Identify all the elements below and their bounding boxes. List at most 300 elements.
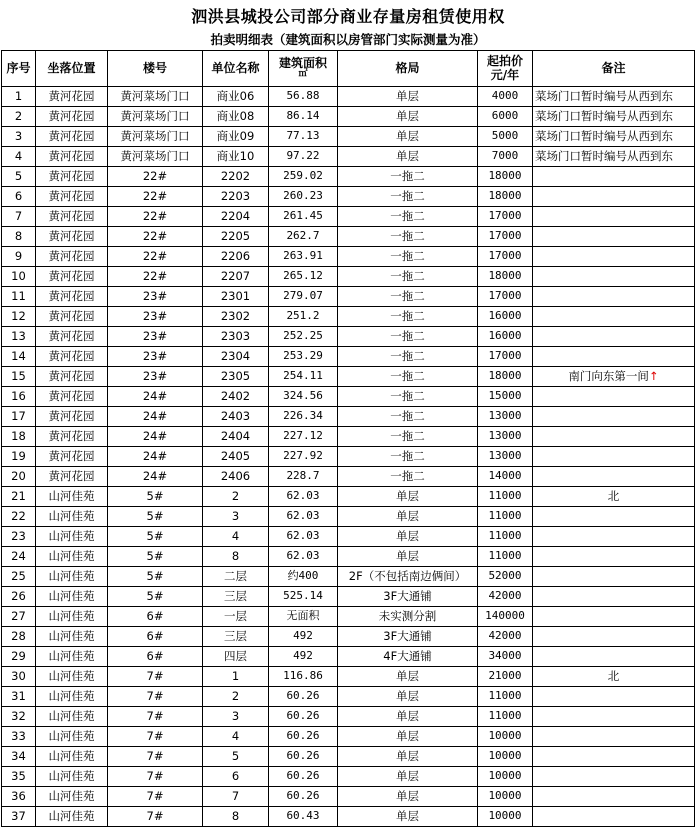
- cell-layout: 单层: [338, 147, 478, 167]
- cell-layout: 一拖二: [338, 227, 478, 247]
- cell-layout: 一拖二: [338, 187, 478, 207]
- cell-location: 黄河花园: [36, 207, 108, 227]
- cell-area: 97.22: [269, 147, 338, 167]
- cell-seq: 16: [2, 387, 36, 407]
- cell-location: 黄河花园: [36, 187, 108, 207]
- cell-note: 菜场门口暂时编号从西到东: [533, 127, 695, 147]
- cell-area: 279.07: [269, 287, 338, 307]
- cell-building: 22#: [108, 267, 203, 287]
- cell-seq: 9: [2, 247, 36, 267]
- cell-building: 7#: [108, 767, 203, 787]
- table-row: [2, 127, 695, 147]
- cell-location: 黄河花园: [36, 147, 108, 167]
- cell-location: 黄河花园: [36, 227, 108, 247]
- cell-layout: 单层: [338, 787, 478, 807]
- table-row: [2, 247, 695, 267]
- cell-layout: 一拖二: [338, 387, 478, 407]
- cell-unit: 8: [203, 547, 269, 567]
- cell-building: 22#: [108, 167, 203, 187]
- cell-unit: 2406: [203, 467, 269, 487]
- cell-building: 24#: [108, 427, 203, 447]
- cell-area: 254.11: [269, 367, 338, 387]
- cell-building: 黄河菜场门口: [108, 87, 203, 107]
- cell-area: 60.26: [269, 767, 338, 787]
- cell-area: 259.02: [269, 167, 338, 187]
- cell-price: 10000: [478, 767, 533, 787]
- cell-building: 22#: [108, 207, 203, 227]
- cell-area: 227.92: [269, 447, 338, 467]
- cell-seq: 23: [2, 527, 36, 547]
- cell-price: 34000: [478, 647, 533, 667]
- cell-note: [533, 747, 695, 767]
- cell-price: 42000: [478, 587, 533, 607]
- table-row: [2, 227, 695, 247]
- cell-price: 5000: [478, 127, 533, 147]
- cell-note: [533, 807, 695, 827]
- cell-note: 北: [533, 487, 695, 507]
- header-location: 坐落位置: [36, 51, 108, 87]
- cell-area: 56.88: [269, 87, 338, 107]
- cell-building: 5#: [108, 587, 203, 607]
- cell-area: 492: [269, 647, 338, 667]
- cell-layout: 单层: [338, 687, 478, 707]
- cell-building: 黄河菜场门口: [108, 107, 203, 127]
- cell-price: 21000: [478, 667, 533, 687]
- cell-unit: 2202: [203, 167, 269, 187]
- cell-price: 17000: [478, 347, 533, 367]
- cell-unit: 2404: [203, 427, 269, 447]
- table-row: [2, 167, 695, 187]
- cell-seq: 31: [2, 687, 36, 707]
- cell-note: [533, 287, 695, 307]
- cell-note: [533, 187, 695, 207]
- cell-price: 42000: [478, 627, 533, 647]
- cell-unit: 二层: [203, 567, 269, 587]
- cell-unit: 1: [203, 667, 269, 687]
- cell-building: 5#: [108, 567, 203, 587]
- cell-price: 17000: [478, 247, 533, 267]
- cell-unit: 2303: [203, 327, 269, 347]
- cell-price: 18000: [478, 267, 533, 287]
- header-seq: 序号: [2, 51, 36, 87]
- cell-seq: 13: [2, 327, 36, 347]
- up-arrow-icon: ↑: [648, 369, 659, 384]
- cell-layout: 一拖二: [338, 207, 478, 227]
- cell-note: [533, 567, 695, 587]
- cell-note: [533, 507, 695, 527]
- cell-area: 263.91: [269, 247, 338, 267]
- cell-area: 227.12: [269, 427, 338, 447]
- cell-layout: 一拖二: [338, 167, 478, 187]
- cell-price: 16000: [478, 307, 533, 327]
- cell-note: [533, 687, 695, 707]
- cell-seq: 5: [2, 167, 36, 187]
- cell-note: [533, 207, 695, 227]
- cell-note: [533, 367, 695, 387]
- cell-layout: 一拖二: [338, 307, 478, 327]
- cell-note: 北: [533, 667, 695, 687]
- cell-unit: 7: [203, 787, 269, 807]
- cell-note: [533, 427, 695, 447]
- cell-note: [533, 327, 695, 347]
- cell-unit: 4: [203, 727, 269, 747]
- cell-area: 62.03: [269, 507, 338, 527]
- cell-building: 24#: [108, 407, 203, 427]
- table-row: [2, 727, 695, 747]
- cell-location: 山河佳苑: [36, 707, 108, 727]
- cell-seq: 33: [2, 727, 36, 747]
- cell-note: [533, 387, 695, 407]
- cell-price: 18000: [478, 367, 533, 387]
- table-row: [2, 447, 695, 467]
- cell-location: 山河佳苑: [36, 727, 108, 747]
- cell-location: 山河佳苑: [36, 807, 108, 827]
- cell-layout: 单层: [338, 107, 478, 127]
- cell-seq: 36: [2, 787, 36, 807]
- table-row: [2, 807, 695, 827]
- cell-building: 5#: [108, 487, 203, 507]
- cell-note: 菜场门口暂时编号从西到东: [533, 147, 695, 167]
- cell-location: 山河佳苑: [36, 487, 108, 507]
- table-row: [2, 587, 695, 607]
- cell-building: 7#: [108, 687, 203, 707]
- table-row: [2, 607, 695, 627]
- cell-unit: 2403: [203, 407, 269, 427]
- cell-seq: 21: [2, 487, 36, 507]
- cell-location: 山河佳苑: [36, 527, 108, 547]
- cell-building: 23#: [108, 287, 203, 307]
- cell-building: 23#: [108, 307, 203, 327]
- cell-building: 23#: [108, 347, 203, 367]
- table-row: [2, 527, 695, 547]
- cell-area: 265.12: [269, 267, 338, 287]
- cell-building: 7#: [108, 707, 203, 727]
- cell-unit: 四层: [203, 647, 269, 667]
- cell-building: 24#: [108, 447, 203, 467]
- cell-price: 7000: [478, 147, 533, 167]
- cell-area: 60.26: [269, 707, 338, 727]
- cell-building: 黄河菜场门口: [108, 127, 203, 147]
- cell-location: 黄河花园: [36, 107, 108, 127]
- cell-layout: 单层: [338, 667, 478, 687]
- cell-location: 黄河花园: [36, 167, 108, 187]
- cell-building: 24#: [108, 467, 203, 487]
- table-row: [2, 647, 695, 667]
- cell-building: 5#: [108, 547, 203, 567]
- cell-location: 黄河花园: [36, 387, 108, 407]
- cell-note: [533, 627, 695, 647]
- cell-location: 山河佳苑: [36, 787, 108, 807]
- cell-unit: 商业09: [203, 127, 269, 147]
- cell-price: 18000: [478, 167, 533, 187]
- cell-price: 11000: [478, 487, 533, 507]
- cell-price: 11000: [478, 507, 533, 527]
- cell-building: 7#: [108, 787, 203, 807]
- page-title: 泗洪县城投公司部分商业存量房租赁使用权: [191, 7, 505, 26]
- cell-layout: 单层: [338, 87, 478, 107]
- cell-note: [533, 787, 695, 807]
- cell-unit: 2: [203, 687, 269, 707]
- cell-building: 24#: [108, 387, 203, 407]
- cell-seq: 32: [2, 707, 36, 727]
- cell-price: 13000: [478, 447, 533, 467]
- note-text: 南门向东第一间: [568, 369, 649, 384]
- table-row: [2, 427, 695, 447]
- cell-seq: 30: [2, 667, 36, 687]
- cell-area: 86.14: [269, 107, 338, 127]
- cell-unit: 2301: [203, 287, 269, 307]
- table-row: [2, 107, 695, 127]
- cell-unit: 5: [203, 747, 269, 767]
- cell-note: [533, 647, 695, 667]
- table-row: [2, 287, 695, 307]
- table-row: [2, 507, 695, 527]
- cell-area: 无面积: [269, 607, 338, 627]
- cell-unit: 三层: [203, 627, 269, 647]
- cell-note: [533, 167, 695, 187]
- cell-note: 菜场门口暂时编号从西到东: [533, 87, 695, 107]
- cell-note: [533, 347, 695, 367]
- cell-seq: 26: [2, 587, 36, 607]
- cell-building: 黄河菜场门口: [108, 147, 203, 167]
- cell-seq: 25: [2, 567, 36, 587]
- table-row: [2, 307, 695, 327]
- cell-area: 261.45: [269, 207, 338, 227]
- table-row: [2, 487, 695, 507]
- header-area: [269, 51, 338, 87]
- cell-area: 60.26: [269, 747, 338, 767]
- cell-price: 13000: [478, 407, 533, 427]
- header-area-unit: ㎡: [298, 69, 308, 80]
- cell-layout: 一拖二: [338, 287, 478, 307]
- cell-note: [533, 527, 695, 547]
- cell-location: 山河佳苑: [36, 667, 108, 687]
- cell-location: 山河佳苑: [36, 687, 108, 707]
- cell-location: 黄河花园: [36, 467, 108, 487]
- cell-layout: 未实测分割: [338, 607, 478, 627]
- cell-price: 17000: [478, 287, 533, 307]
- cell-unit: 2207: [203, 267, 269, 287]
- cell-area: 60.26: [269, 727, 338, 747]
- cell-building: 5#: [108, 527, 203, 547]
- table-row: [2, 787, 695, 807]
- cell-layout: 单层: [338, 547, 478, 567]
- cell-area: 252.25: [269, 327, 338, 347]
- cell-building: 6#: [108, 627, 203, 647]
- cell-price: 11000: [478, 707, 533, 727]
- cell-location: 黄河花园: [36, 327, 108, 347]
- cell-price: 10000: [478, 787, 533, 807]
- cell-area: 251.2: [269, 307, 338, 327]
- table-header-row: [2, 51, 695, 87]
- cell-layout: 一拖二: [338, 367, 478, 387]
- cell-area: 约400: [269, 567, 338, 587]
- cell-seq: 1: [2, 87, 36, 107]
- table-row: [2, 667, 695, 687]
- cell-price: 10000: [478, 747, 533, 767]
- cell-layout: 4F大通铺: [338, 647, 478, 667]
- cell-area: 77.13: [269, 127, 338, 147]
- cell-location: 黄河花园: [36, 307, 108, 327]
- cell-price: 14000: [478, 467, 533, 487]
- cell-area: 60.43: [269, 807, 338, 827]
- cell-location: 山河佳苑: [36, 627, 108, 647]
- cell-unit: 三层: [203, 587, 269, 607]
- cell-seq: 8: [2, 227, 36, 247]
- cell-location: 山河佳苑: [36, 607, 108, 627]
- cell-price: 11000: [478, 547, 533, 567]
- page-subtitle: 拍卖明细表（建筑面积以房管部门实际测量为准）: [210, 32, 486, 47]
- cell-note: [533, 467, 695, 487]
- cell-price: 6000: [478, 107, 533, 127]
- table-row: [2, 367, 695, 387]
- cell-layout: 3F大通铺: [338, 627, 478, 647]
- header-area-label: 建筑面积: [278, 55, 327, 70]
- cell-seq: 19: [2, 447, 36, 467]
- cell-location: 黄河花园: [36, 447, 108, 467]
- cell-layout: 一拖二: [338, 467, 478, 487]
- table-row: [2, 87, 695, 107]
- cell-price: 10000: [478, 727, 533, 747]
- cell-note: [533, 767, 695, 787]
- cell-seq: 24: [2, 547, 36, 567]
- cell-unit: 2204: [203, 207, 269, 227]
- cell-unit: 2405: [203, 447, 269, 467]
- table-row: [2, 547, 695, 567]
- cell-building: 23#: [108, 367, 203, 387]
- cell-price: 13000: [478, 427, 533, 447]
- cell-building: 7#: [108, 667, 203, 687]
- cell-seq: 35: [2, 767, 36, 787]
- cell-location: 黄河花园: [36, 87, 108, 107]
- cell-location: 山河佳苑: [36, 587, 108, 607]
- header-layout: 格局: [338, 51, 478, 87]
- cell-location: 山河佳苑: [36, 567, 108, 587]
- auction-table: [1, 50, 695, 827]
- cell-unit: 商业08: [203, 107, 269, 127]
- cell-seq: 2: [2, 107, 36, 127]
- cell-layout: 单层: [338, 767, 478, 787]
- table-row: [2, 147, 695, 167]
- cell-seq: 12: [2, 307, 36, 327]
- cell-area: 228.7: [269, 467, 338, 487]
- cell-building: 7#: [108, 747, 203, 767]
- cell-seq: 10: [2, 267, 36, 287]
- cell-location: 黄河花园: [36, 267, 108, 287]
- cell-location: 黄河花园: [36, 247, 108, 267]
- header-price-label: 起拍价: [486, 54, 523, 69]
- cell-layout: 一拖二: [338, 327, 478, 347]
- cell-area: 226.34: [269, 407, 338, 427]
- cell-layout: 一拖二: [338, 447, 478, 467]
- table-row: [2, 627, 695, 647]
- cell-unit: 2203: [203, 187, 269, 207]
- table-row: [2, 327, 695, 347]
- cell-note: [533, 707, 695, 727]
- table-row: [2, 707, 695, 727]
- cell-location: 山河佳苑: [36, 547, 108, 567]
- cell-location: 黄河花园: [36, 347, 108, 367]
- cell-layout: 一拖二: [338, 407, 478, 427]
- cell-area: 253.29: [269, 347, 338, 367]
- cell-price: 10000: [478, 807, 533, 827]
- cell-building: 6#: [108, 607, 203, 627]
- table-row: [2, 767, 695, 787]
- cell-unit: 一层: [203, 607, 269, 627]
- cell-note: [533, 587, 695, 607]
- cell-unit: 3: [203, 507, 269, 527]
- cell-note: [533, 447, 695, 467]
- cell-area: 260.23: [269, 187, 338, 207]
- cell-unit: 2205: [203, 227, 269, 247]
- table-row: [2, 207, 695, 227]
- cell-note: [533, 307, 695, 327]
- cell-unit: 2302: [203, 307, 269, 327]
- cell-location: 山河佳苑: [36, 507, 108, 527]
- cell-building: 6#: [108, 647, 203, 667]
- cell-seq: 34: [2, 747, 36, 767]
- table-row: [2, 347, 695, 367]
- header-price: [478, 51, 533, 87]
- cell-seq: 29: [2, 647, 36, 667]
- cell-unit: 2402: [203, 387, 269, 407]
- cell-seq: 11: [2, 287, 36, 307]
- cell-price: 17000: [478, 207, 533, 227]
- table-row: [2, 387, 695, 407]
- table-row: [2, 687, 695, 707]
- cell-seq: 3: [2, 127, 36, 147]
- cell-layout: 单层: [338, 707, 478, 727]
- cell-layout: 单层: [338, 127, 478, 147]
- cell-area: 62.03: [269, 547, 338, 567]
- cell-note: [533, 727, 695, 747]
- table-row: [2, 267, 695, 287]
- cell-area: 262.7: [269, 227, 338, 247]
- cell-note: [533, 547, 695, 567]
- cell-seq: 7: [2, 207, 36, 227]
- cell-location: 黄河花园: [36, 427, 108, 447]
- cell-area: 60.26: [269, 787, 338, 807]
- cell-location: 黄河花园: [36, 287, 108, 307]
- cell-unit: 2206: [203, 247, 269, 267]
- cell-layout: 一拖二: [338, 427, 478, 447]
- cell-seq: 6: [2, 187, 36, 207]
- table-row: [2, 747, 695, 767]
- cell-price: 11000: [478, 527, 533, 547]
- header-building: 楼号: [108, 51, 203, 87]
- cell-layout: 3F大通铺: [338, 587, 478, 607]
- cell-location: 黄河花园: [36, 127, 108, 147]
- cell-area: 492: [269, 627, 338, 647]
- table-row: [2, 407, 695, 427]
- header-unit: 单位名称: [203, 51, 269, 87]
- cell-note: [533, 407, 695, 427]
- cell-unit: 6: [203, 767, 269, 787]
- cell-layout: 单层: [338, 507, 478, 527]
- cell-unit: 商业06: [203, 87, 269, 107]
- cell-unit: 4: [203, 527, 269, 547]
- cell-layout: 单层: [338, 747, 478, 767]
- table-row: [2, 467, 695, 487]
- cell-building: 5#: [108, 507, 203, 527]
- cell-area: 324.56: [269, 387, 338, 407]
- cell-unit: 2304: [203, 347, 269, 367]
- table-row: [2, 567, 695, 587]
- cell-seq: 18: [2, 427, 36, 447]
- cell-price: 4000: [478, 87, 533, 107]
- cell-building: 23#: [108, 327, 203, 347]
- cell-building: 7#: [108, 727, 203, 747]
